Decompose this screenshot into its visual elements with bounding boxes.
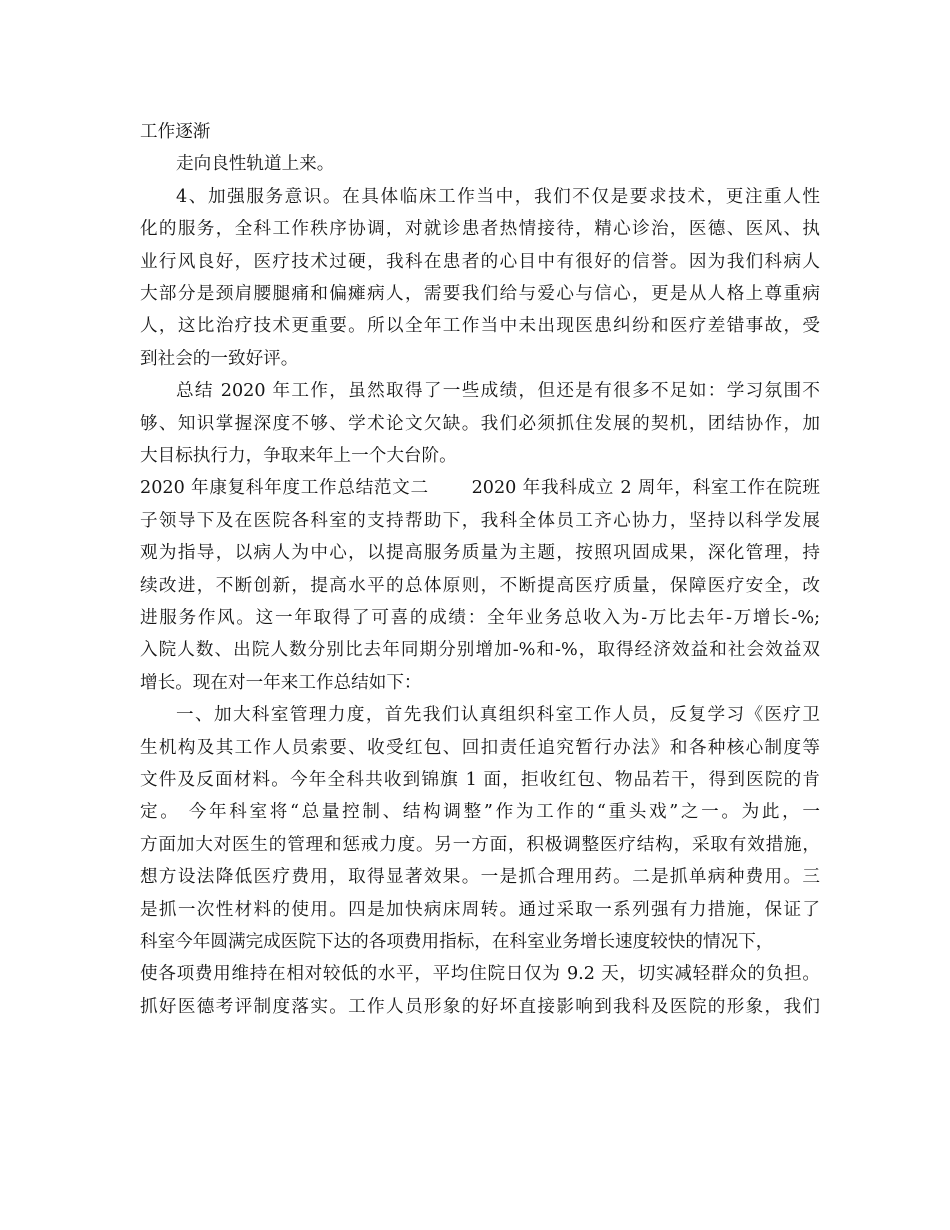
text-line: 走向良性轨道上来。 — [176, 154, 335, 175]
text-line: 子领导下及在医院各科室的支持帮助下，我科全体员工齐心协力，坚持以科学发展 — [140, 510, 820, 531]
text-line: 入院人数、出院人数分别比去年同期分别增加-%和-%，取得经济效益和社会效益双 — [140, 640, 820, 661]
text-line: 总结 2020 年工作，虽然取得了一些成绩，但还是有很多不足如：学习氛围不 — [176, 381, 820, 402]
text-line: 够、知识掌握深度不够、学术论文欠缺。我们必须抓住发展的契机，团结协作，加 — [140, 413, 820, 434]
text-line: 一、加大科室管理力度，首先我们认真组织科室工作人员，反复学习《医疗卫 — [176, 705, 820, 726]
text-line: 工作逐渐 — [140, 122, 211, 142]
text-line: 到社会的一致好评。 — [140, 348, 299, 369]
text-line: 抓好医德考评制度落实。工作人员形象的好坏直接影响到我科及医院的形象，我们 — [140, 996, 820, 1017]
text-line: 观为指导，以病人为中心，以提高服务质量为主题，按照巩固成果，深化管理，持 — [140, 543, 820, 564]
text-line: 文件及反面材料。今年全科共收到锦旗 1 面，拒收红包、物品若干，得到医院的肯 — [140, 770, 820, 790]
text-line: 大部分是颈肩腰腿痛和偏瘫病人，需要我们给与爱心与信心，更是从人格上尊重病 — [140, 284, 820, 304]
text-line: 生机构及其工作人员索要、收受红包、回扣责任追究暂行办法》和各种核心制度等 — [140, 737, 820, 758]
text-line: 2020 年康复科年度工作总结范文二 2020 年我科成立 2 周年，科室工作在院班 — [140, 478, 820, 499]
text-line: 使各项费用维持在相对较低的水平，平均住院日仅为 9.2 天，切实减轻群众的负担。 — [140, 964, 820, 985]
text-line: 定。 今年科室将“总量控制、结构调整”作为工作的“重头戏”之一。为此，一 — [140, 802, 820, 823]
text-line: 方面加大对医生的管理和惩戒力度。另一方面，积极调整医疗结构，采取有效措施， — [140, 834, 820, 855]
text-line: 进服务作风。这一年取得了可喜的成绩：全年业务总收入为-万比去年-万增长-%; — [140, 608, 820, 628]
text-line: 科室今年圆满完成医院下达的各项费用指标，在科室业务增长速度较快的情况下， — [140, 932, 774, 952]
text-line: 大目标执行力，争取来年上一个大台阶。 — [140, 446, 457, 466]
text-line: 续改进，不断创新，提高水平的总体原则，不断提高医疗质量，保障医疗安全，改 — [140, 575, 820, 596]
text-line: 化的服务，全科工作秩序协调，对就诊患者热情接待，精心诊治，医德、医风、执 — [140, 219, 820, 240]
text-line: 4、加强服务意识。在具体临床工作当中，我们不仅是要求技术，更注重人性 — [176, 186, 820, 207]
text-line: 是抓一次性材料的使用。四是加快病床周转。通过采取一系列强有力措施，保证了 — [140, 899, 820, 920]
text-line: 人，这比治疗技术更重要。所以全年工作当中未出现医患纠纷和医疗差错事故，受 — [140, 316, 820, 337]
text-line: 业行风良好，医疗技术过硬，我科在患者的心目中有很好的信誉。因为我们科病人 — [140, 251, 820, 272]
text-line: 想方设法降低医疗费用，取得显著效果。一是抓合理用药。二是抓单病种费用。三 — [140, 867, 820, 888]
text-line: 增长。现在对一年来工作总结如下： — [140, 672, 422, 693]
